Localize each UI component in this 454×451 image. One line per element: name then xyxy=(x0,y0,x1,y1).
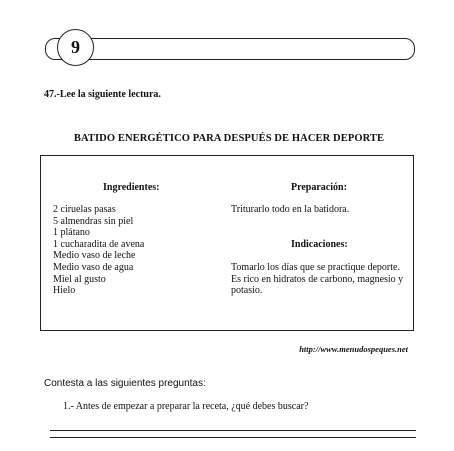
header-bar xyxy=(45,38,415,60)
ingredients-heading: Ingredientes: xyxy=(103,182,160,193)
ingredient-item: 2 ciruelas pasas xyxy=(53,204,116,215)
answer-line xyxy=(50,430,416,431)
answer-line xyxy=(50,437,416,438)
instruction-text: 47.-Lee la siguiente lectura. xyxy=(44,89,161,100)
recipe-title: BATIDO ENERGÉTICO PARA DESPUÉS DE HACER DEPORTE xyxy=(73,133,385,144)
indication-item: Es rico en hidratos de carbono, magnesio y potasio. xyxy=(231,273,404,297)
ingredient-item: Miel al gusto xyxy=(53,273,106,285)
preparation-heading: Preparación: xyxy=(291,182,347,193)
indication-item: Tomarlo los días que se practique deporte. xyxy=(231,262,400,273)
source-url: http://www.menudospeques.net xyxy=(299,344,408,354)
ingredient-item: Medio vaso de agua xyxy=(53,261,134,273)
page-number: 9 xyxy=(71,37,80,57)
ingredient-item: Medio vaso de leche xyxy=(53,250,136,262)
question-item: 1.- Antes de empezar a preparar la receta, ¿qué debes buscar? xyxy=(63,401,309,412)
indications-heading: Indicaciones: xyxy=(291,239,348,250)
ingredient-item: 1 cucharadita de avena xyxy=(53,238,145,250)
ingredient-item: 1 plátano xyxy=(53,227,90,239)
recipe-box xyxy=(40,155,414,331)
ingredients-list xyxy=(53,204,144,297)
questions-heading: Contesta a las siguientes preguntas: xyxy=(44,378,206,389)
indications-list xyxy=(231,262,409,297)
ingredient-item: Hielo xyxy=(53,285,76,297)
preparation-text: Triturarlo todo en la batidora. xyxy=(231,204,350,215)
ingredient-item: 5 almendras sin piel xyxy=(53,215,134,227)
page-number-badge xyxy=(57,29,94,66)
